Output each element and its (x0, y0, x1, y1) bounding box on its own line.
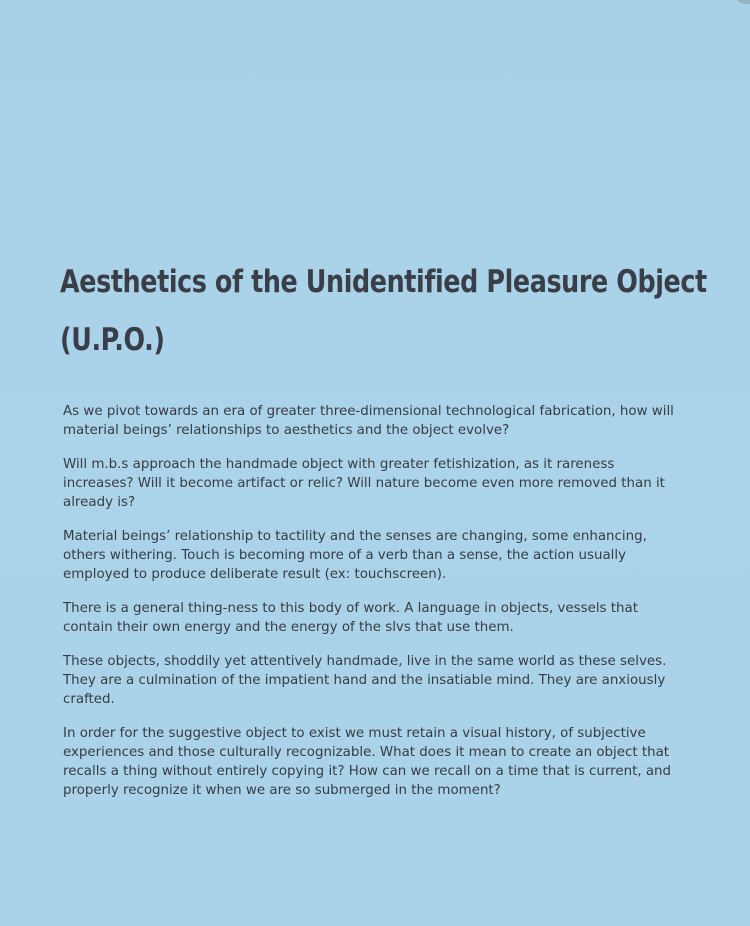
paragraph-1: As we pivot towards an era of greater three-dimensional technological fabrication, how will material beings’ relationships to aesthetics and the object evolve? (63, 404, 674, 438)
corner-smudge (736, 0, 750, 4)
page-title (60, 253, 707, 369)
title-line-1: Aesthetics of the Unidentified Pleasure Object (60, 264, 707, 300)
paragraph-6: In order for the suggestive object to exist we must retain a visual history, of subjective experiences and those culturally recognizable. What does it mean to create an object that recalls a thing without entirely copying it? How can we recall on a time that is current, and properly recognize it when we are so submerged in the moment? (63, 726, 672, 798)
paragraph-2: Will m.b.s approach the handmade object with greater fetishization, as it rareness increases? Will it become artifact or relic? Will nature become even more removed than it already is? (63, 457, 665, 510)
paragraph-5: These objects, shoddily yet attentively handmade, live in the same world as these selves. They are a culmination of the impatient hand and the insatiable mind. They are anxiously crafted. (63, 654, 667, 707)
body-text (63, 402, 683, 815)
title-line-2: (U.P.O.) (60, 322, 165, 358)
paragraph-4: There is a general thing-ness to this body of work. A language in objects, vessels that contain their own energy and the energy of the slvs that use them. (63, 601, 638, 635)
paragraph-3: Material beings’ relationship to tactility and the senses are changing, some enhancing, others withering. Touch is becoming more of a verb than a sense, the action usually employed to produce deliberate result (ex: touchscreen). (63, 529, 647, 582)
